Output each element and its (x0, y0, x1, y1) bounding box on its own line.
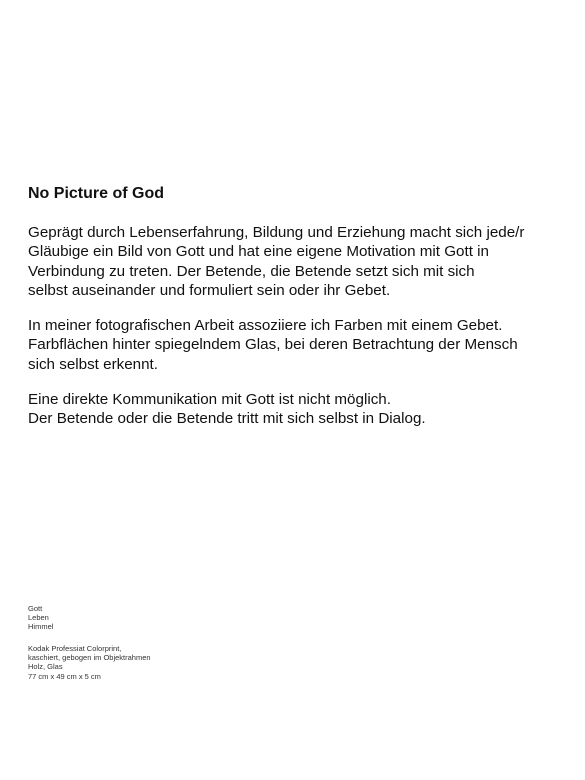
paragraph-line: Gläubige ein Bild von Gott und hat eine eigene Motivation mit Gott in (28, 243, 489, 261)
paragraph-line: Geprägt durch Lebenserfahrung, Bildung und Erziehung macht sich jede/r (28, 224, 525, 241)
work-detail: Kodak Professiat Colorprint, (28, 644, 122, 653)
paragraph-line: selbst auseinander und formuliert sein oder ihr Gebet. (28, 281, 391, 299)
paragraph-dialog (28, 390, 568, 429)
work-detail: kaschiert, gebogen im Objektrahmen (28, 653, 151, 663)
work-details-list (28, 644, 228, 681)
work-detail: 77 cm x 49 cm x 5 cm (28, 671, 101, 681)
paragraph-line: sich selbst erkennt. (28, 355, 158, 373)
paragraph-line: Eine direkte Kommunikation mit Gott ist nicht möglich. (28, 391, 391, 408)
paragraph-line: In meiner fotografischen Arbeit assoziiere ich Farben mit einem Gebet. (28, 317, 503, 334)
work-title: Himmel (28, 622, 54, 632)
work-titles-list (28, 604, 228, 632)
paragraph-line: Farbflächen hinter spiegelndem Glas, bei deren Betrachtung der Mensch (28, 336, 518, 354)
paragraph-photographic-work (28, 316, 568, 374)
document-title: No Picture of God (28, 185, 164, 202)
work-title: Leben (28, 613, 49, 623)
paragraph-line: Der Betende oder die Betende tritt mit sich selbst in Dialog. (28, 410, 426, 428)
work-title: Gott (28, 604, 43, 613)
work-detail: Holz, Glas (28, 662, 63, 672)
paragraph-line: Verbindung zu treten. Der Betende, die Betende setzt sich mit sich (28, 262, 475, 280)
paragraph-intro (28, 223, 568, 300)
